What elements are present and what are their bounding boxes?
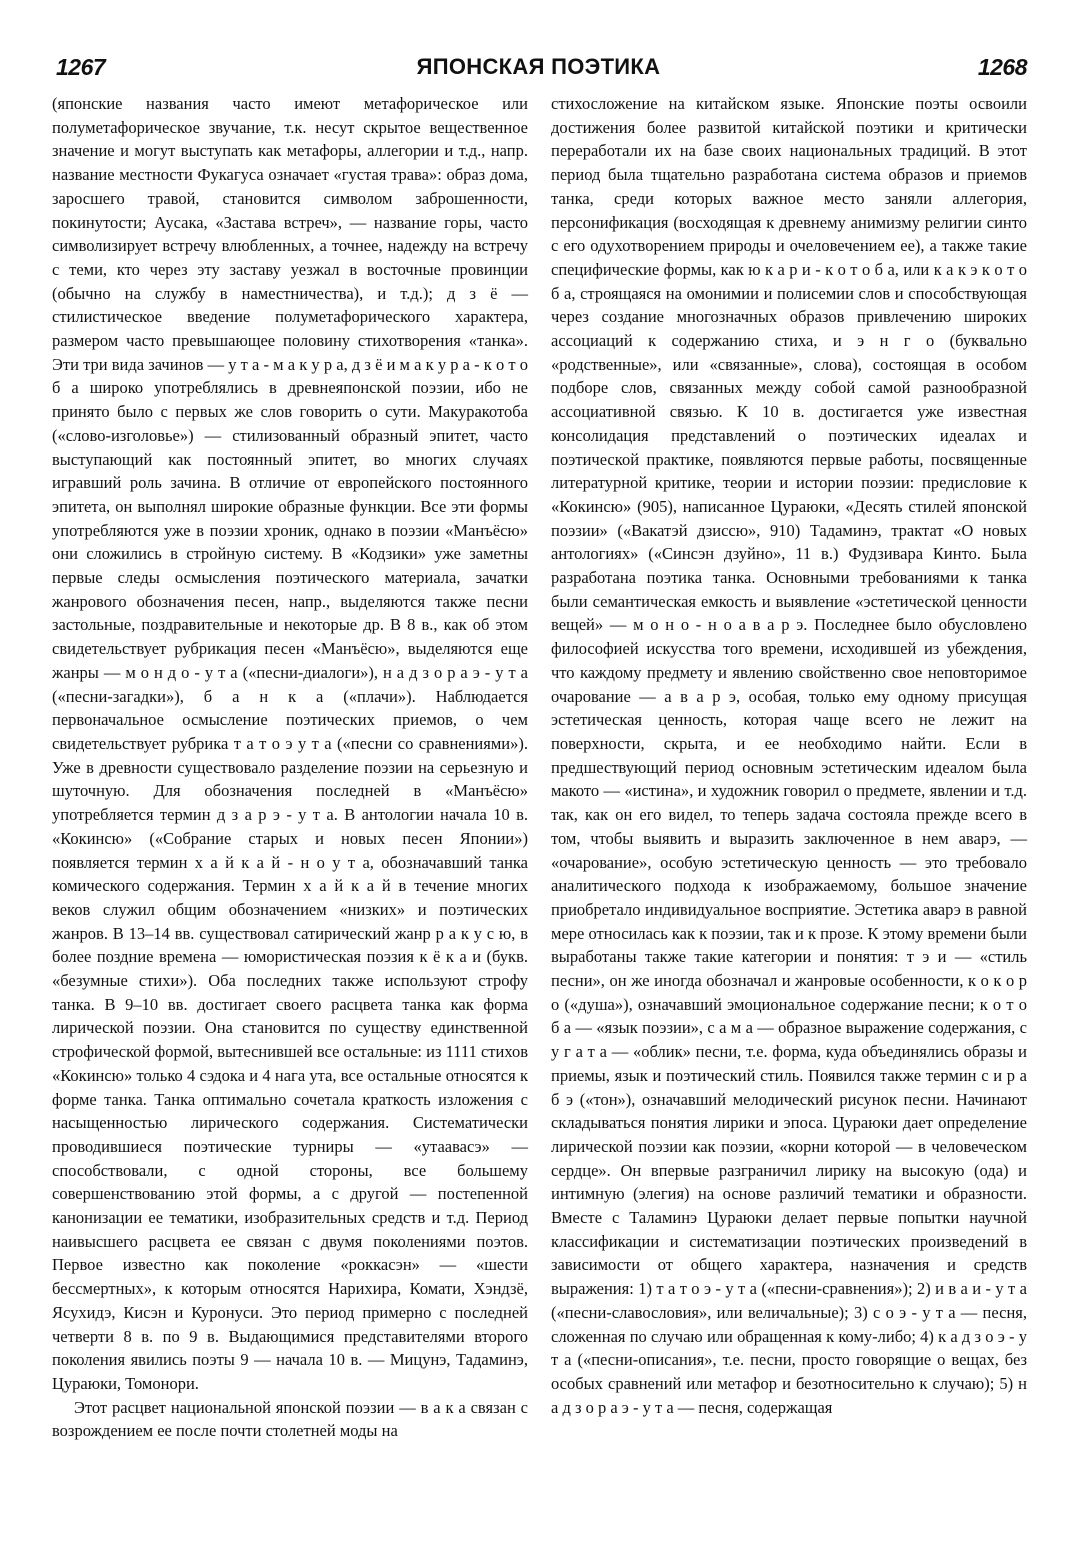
running-header	[50, 52, 1027, 88]
page-number-right: 1268	[977, 54, 1027, 80]
paragraph: (японские названия часто имеют метафорическое или полуметафорическое звучание, т.к. несут скрытое вещественное значение и могут выступать как метафоры, аллегории и т.д., напр. название местности Фукагуса означает «густая трава»: образ дома, заросшего травой, становится символом заброшенности, покинутости; Аусака, «Застава встреч», — название горы, часто символизирует встречу влюбленных, а точнее, надежду на встречу с теми, кто через эту заставу уезжал в восточные провинции (обычно на службу в наместничества), и т.д.); д з ё — стилистическое введение полуметафорического характера, размером часто превышающее половину стихотворения «танка». Эти три вида зачинов — у т а - м а к у р а, д з ё и м а к у р а - к о т о б а широко употреблялись в древнеяпонской поэзии, ибо не принято было с первых же слов говорить о сути. Макуракотоба («слово-изголовье») — стилизованный образный эпитет, часто выступающий как постоянный эпитет, во многих случаях игравший роль зачина. В отличие от европейского постоянного эпитета, он выполнял широкие образные функции. Все эти формы употребляются уже в поэзии хроник, однако в поэзии «Манъёсю» они сложились в стройную систему. В «Кодзики» уже заметны первые следы осмысления поэтического материала, зачатки жанрового обозначения песен, напр., выделяются также песни застольные, поздравительные и некоторые др. В 8 в., как об этом свидетельствует рубрикация песен «Манъёсю», выделяются еще жанры — м о н д о - у т а («песни-диалоги»), н а д з о р а э - у т а («песни-загадки»), б а н к а («плачи»). Наблюдается первоначальное осмысление поэтических приемов, о чем свидетельствует рубрика т а т о э у т а («песни со сравнениями»). Уже в древности существовало разделение поэзии на серьезную и шуточную. Для обозначения последней в «Манъёсю» употребляется термин д з а р э - у т а. В антологии начала 10 в. «Кокинсю» («Собрание старых и новых песен Японии») появляется термин х а й к а й - н о у т а, обозначавший танка комического содержания. Термин х а й к а й в течение многих веков служил общим обозначением «низких» и поэтических жанров. В 13–14 вв. существовал сатирический жанр р а к у с ю, в более поздние времена — юмористическая поэзия к ё к а и (букв. «безумные стихи»). Оба последних также используют строфу танка. В 9–10 вв. достигает своего расцвета танка как форма лирической поэзии. Она становится по существу единственной строфической формой, вытеснившей все остальные: из 1111 стихов «Кокинсю» только 4 сэдока и 4 нага ута, все остальные относятся к форме танка. Танка оптимально сочетала краткость изложения с насыщенностью лирического содержания. Систематически проводившиеся поэтические турниры — «утаавасэ» — способствовали, с одной стороны, все большему совершенствованию этой формы, а с другой — постепенной канонизации ее тематики, изобразительных средств и т.д. Период наивысшего расцвета ее связан с двумя поколениями поэтов. Первое известно как поколение «роккасэн» — «шести бессмертных», к которым относятся Нарихира, Комати, Хэндзё, Ясухидэ, Кисэн и Куронуси. Это период примерно с последней четверти 8 в. по 9 в. Выдающимися представителями второго поколения явились поэты 9 — начала 10 в. — Мицунэ, Тадаминэ, Цураюки, Томонори.	[52, 94, 528, 1393]
paragraph: стихосложение на китайском языке. Японские поэты освоили достижения более развитой китайской поэтики и критически переработали их на базе своих национальных традиций. В этот период была тщательно разработана система образов и приемов танка, среди которых важное место заняли аллегория, персонификация (восходящая к древнему анимизму религии синто с его одухотворением природы и очеловечением ее), а также такие специфические формы, как ю к а р и - к о т о б а, или к а к э к о т о б а, строящаяся на омонимии и полисемии слов и способствующая через создание многозначных образов привлечению широких ассоциаций к содержанию стиха, и э н г о (буквально «родственные», или «связанные», слова), состоящая в особом подборе слов, связанных между собой самой разнообразной ассоциативной связью. К 10 в. достигается уже известная консолидация представлений о поэтических идеалах и поэтической практике, появляются первые работы, посвященные литературной критике, теории и истории поэзии: предисловие к «Кокинсю» (905), написанное Цураюки, «Десять стилей японской поэзии» («Вакатэй дзиссю», 910) Тадаминэ, трактат «О новых антологиях» («Синсэн дзуйно», 11 в.) Фудзивара Кинто. Была разработана поэтика танка. Основными требованиями к танка были семантическая емкость и выявление «эстетической ценности вещей» — м о н о - н о а в а р э. Последнее было обусловлено философией искусства того времени, исходившей из убеждения, что каждому предмету и явлению свойственно свое неповторимое очарование — а в а р э, особая, только ему одному присущая эстетическая ценность, которая чаще всего не лежит на поверхности, скрыта, и ее необходимо найти. Если в предшествующий период основным эстетическим идеалом была макото — «истина», и художник говорил о предмете, явлении и т.д. так, как он его видел, то теперь задача состояла прежде всего в том, чтобы выявить и выразить заключенное в нем аварэ, — «очарование», особую эстетическую ценность — это требовало аналитического подхода к изображаемому, большое значение приобретало индивидуальное восприятие. Эстетика аварэ в равной мере относилась как к поэзии, так и к прозе. К этому времени были выработаны также такие категории и понятия: т э и — «стиль песни», он же иногда обозначал и жанровые особенности, к о к о р о («душа»), означавший эмоциональное содержание песни; к о т о б а — «язык поэзии», с а м а — образное выражение содержания, с у г а т а — «облик» песни, т.е. форма, куда объединялись образы и приемы, язык и поэтический стиль. Появился также термин с и р а б э («тон»), означавший мелодический рисунок песни. Начинают складываться понятия лирики и эпоса. Цураюки дает определение лирической поэзии как поэзии, «корни которой — в человеческом сердце». Он впервые разграничил лирику на высокую (ода) и интимную (элегия) на основе различий тематики и образности. Вместе с Таламинэ Цураюки делает первые попытки научной классификации и систематизации поэтических произведений в зависимости от общего характера, назначения и средств выражения: 1) т а т о э - у т а («песни-сравнения»); 2) и в а и - у т а («песни-славословия», или величальные); 3) с о э - у т а — песня, сложенная по случаю или обращенная к кому-либо; 4) к а д з о э - у т а («песни-описания», т.е. песни, просто говорящие о вещах, без особых сравнений или метафор и безотносительно к случаю); 5) н а д з о р а э - у т а — песня, содержащая	[551, 94, 1027, 1417]
running-title: ЯПОНСКАЯ ПОЭТИКА	[416, 54, 661, 79]
paragraph: Этот расцвет национальной японской поэзии — в а к а связан с возрождением ее после почти столетней моды на	[52, 1397, 528, 1441]
page-number-left: 1267	[56, 54, 106, 80]
text-column-right	[551, 92, 1027, 1419]
text-column-left	[52, 92, 528, 1443]
